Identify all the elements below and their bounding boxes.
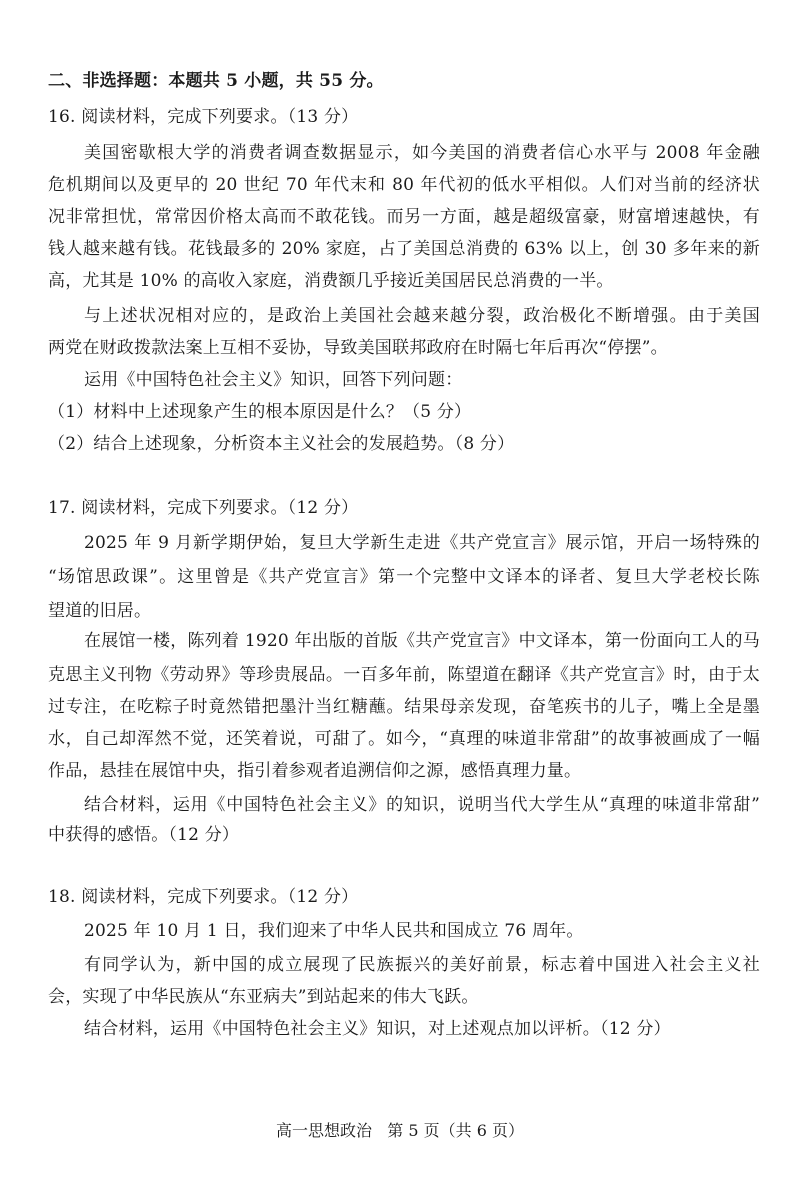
q17-p2-line1: 在展馆一楼，陈列着 1920 年出版的首版《共产党宣言》中文译本，第一份面向工人的马 bbox=[84, 631, 760, 651]
q18-p1: 2025 年 10 月 1 日，我们迎来了中华人民共和国成立 76 周年。 bbox=[84, 921, 584, 941]
q16-title: 16. 阅读材料，完成下列要求。（13 分） bbox=[48, 107, 359, 127]
q16-p2-line2: 两党在财政拨款法案上互相不妥协，导致美国联邦政府在时隔七年后再次“停摆”。 bbox=[48, 338, 668, 358]
q18-title: 18. 阅读材料，完成下列要求。（12 分） bbox=[48, 887, 359, 907]
q17-p3-line2: 中获得的感悟。（12 分） bbox=[48, 825, 240, 845]
q16-p2-line1: 与上述状况相对应的，是政治上美国社会越来越分裂，政治极化不断增强。由于美国 bbox=[84, 306, 760, 326]
q16-instruction: 运用《中国特色社会主义》知识，回答下列问题： bbox=[84, 370, 463, 390]
page-footer: 高一思想政治 第 5 页（共 6 页） bbox=[276, 1121, 524, 1140]
q16-sub2: （2）结合上述现象，分析资本主义社会的发展趋势。（8 分） bbox=[48, 434, 515, 454]
q17-p2-line4: 水，自己却浑然不觉，还笑着说，可甜了。如今，“真理的味道非常甜”的故事被画成了一幅 bbox=[48, 729, 760, 749]
q18-p3: 结合材料，运用《中国特色社会主义》知识，对上述观点加以评析。（12 分） bbox=[84, 1019, 671, 1039]
q16-p1-line2: 危机期间以及更早的 20 世纪 70 年代末和 80 年代初的低水平相似。人们对当前的经济状 bbox=[48, 175, 760, 195]
q17-title: 17. 阅读材料，完成下列要求。（12 分） bbox=[48, 498, 359, 518]
q16-p1-line1: 美国密歇根大学的消费者调查数据显示，如今美国的消费者信心水平与 2008 年金融 bbox=[84, 143, 760, 163]
q18-p2-line2: 会，实现了中华民族从“东亚病夫”到站起来的伟大飞跃。 bbox=[48, 987, 479, 1007]
q18-p2-line1: 有同学认为，新中国的成立展现了民族振兴的美好前景，标志着中国进入社会主义社 bbox=[84, 955, 760, 975]
q16-p1-line4: 钱人越来越有钱。花钱最多的 20% 家庭，占了美国总消费的 63% 以上，创 30 多年来的新 bbox=[48, 239, 760, 259]
section-heading: 二、非选择题：本题共 5 小题，共 55 分。 bbox=[48, 71, 384, 91]
q17-p1-line1: 2025 年 9 月新学期伊始，复旦大学新生走进《共产党宣言》展示馆，开启一场特殊的 bbox=[84, 533, 760, 553]
q16-p1-line3: 况非常担忧，常常因价格太高而不敢花钱。而另一方面，越是超级富豪，财富增速越快，有 bbox=[48, 207, 760, 227]
q16-sub1: （1）材料中上述现象产生的根本原因是什么？（5 分） bbox=[48, 402, 472, 422]
q16-p1-line5: 高，尤其是 10% 的高收入家庭，消费额几乎接近美国居民总消费的一半。 bbox=[48, 271, 614, 291]
q17-p3-line1: 结合材料，运用《中国特色社会主义》的知识，说明当代大学生从“真理的味道非常甜” bbox=[84, 795, 760, 815]
q17-p1-line3: 望道的旧居。 bbox=[48, 601, 152, 621]
q17-p2-line5: 作品，悬挂在展馆中央，指引着参观者追溯信仰之源，感悟真理力量。 bbox=[48, 761, 582, 781]
q17-p1-line2: “场馆思政课”。这里曾是《共产党宣言》第一个完整中文译本的译者、复旦大学老校长陈 bbox=[48, 567, 760, 587]
q17-p2-line3: 过专注，在吃粽子时竟然错把墨汁当红糖蘸。结果母亲发现，奋笔疾书的儿子，嘴上全是墨 bbox=[48, 697, 760, 717]
q17-p2-line2: 克思主义刊物《劳动界》等珍贵展品。一百多年前，陈望道在翻译《共产党宣言》时，由于太 bbox=[48, 665, 760, 685]
